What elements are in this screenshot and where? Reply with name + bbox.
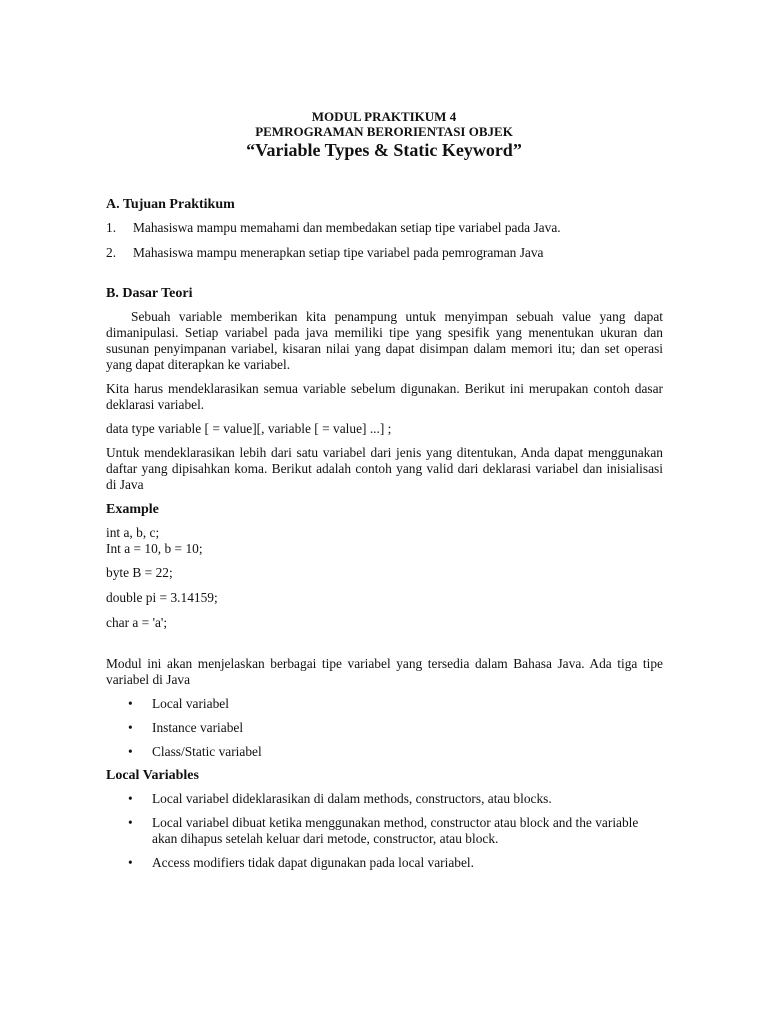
list-item [106, 220, 663, 236]
code-line: byte B = 22; [106, 565, 173, 580]
section-b-heading: B. Dasar Teori [106, 286, 193, 301]
item-number: 1. [106, 220, 117, 235]
document-body [106, 196, 663, 871]
bullet: • [128, 855, 133, 870]
item-text: Mahasiswa mampu menerapkan setiap tipe variabel pada pemrograman Java [133, 245, 544, 260]
item-text: Local variabel dideklarasikan di dalam methods, constructors, atau blocks. [152, 791, 552, 806]
paragraph: Sebuah variable memberikan kita penampung untuk menyimpan sebuah value yang dapat dimanipulasi. Setiap variabel pada java memiliki tipe yang spesifik yang menentukan ukuran dan susunan penyimpanan variabel, kisaran nilai yang dapat disimpan dalam memori itu; dan set operasi yang dapat diterapkan ke variabel. [106, 309, 663, 372]
bullet: • [128, 696, 133, 711]
objectives-list [106, 220, 663, 261]
local-variables-list [106, 791, 663, 871]
document-title: “Variable Types & Static Keyword” [246, 140, 522, 160]
item-text: Local variabel dibuat ketika menggunakan method, constructor atau block and the variable akan dihapus setelah keluar dari metode, constructor, atau block. [152, 815, 639, 846]
bullet: • [128, 791, 133, 806]
local-variables-heading: Local Variables [106, 768, 199, 783]
syntax-line: data type variable [ = value][, variable [ = value] ...] ; [106, 421, 392, 436]
list-item [106, 245, 663, 261]
list-item [106, 744, 663, 760]
code-line: char a = 'a'; [106, 615, 168, 630]
bullet: • [128, 720, 133, 735]
list-item [106, 791, 663, 807]
item-number: 2. [106, 245, 117, 260]
bullet: • [128, 744, 133, 759]
item-text: Access modifiers tidak dapat digunakan pada local variabel. [152, 855, 474, 870]
list-item [106, 720, 663, 736]
code-line: Int a = 10, b = 10; [106, 541, 203, 556]
paragraph: Untuk mendeklarasikan lebih dari satu variabel dari jenis yang ditentukan, Anda dapat menggunakan daftar yang dipisahkan koma. Berikut adalah contoh yang valid dari deklarasi variabel dan inisialisasi di Java [106, 445, 663, 492]
list-item [106, 696, 663, 712]
list-item [106, 855, 663, 871]
code-line: int a, b, c; [106, 525, 160, 540]
module-label: MODUL PRAKTIKUM 4 [311, 109, 457, 124]
item-text: Class/Static variabel [152, 744, 262, 759]
section-a-heading: A. Tujuan Praktikum [106, 197, 235, 212]
list-item [106, 815, 663, 847]
paragraph: Modul ini akan menjelaskan berbagai tipe variabel yang tersedia dalam Bahasa Java. Ada tiga tipe variabel di Java [106, 656, 663, 687]
example-heading: Example [106, 502, 159, 517]
code-line: double pi = 3.14159; [106, 590, 218, 605]
course-name: PEMROGRAMAN BERORIENTASI OBJEK [255, 124, 513, 139]
bullet: • [128, 815, 133, 830]
code-example [106, 525, 663, 631]
item-text: Instance variabel [152, 720, 244, 735]
document-header [0, 109, 768, 160]
paragraph: Kita harus mendeklarasikan semua variable sebelum digunakan. Berikut ini merupakan contoh dasar deklarasi variabel. [106, 381, 663, 412]
item-text: Mahasiswa mampu memahami dan membedakan setiap tipe variabel pada Java. [133, 220, 561, 235]
variable-types-list [106, 696, 663, 760]
item-text: Local variabel [152, 696, 229, 711]
